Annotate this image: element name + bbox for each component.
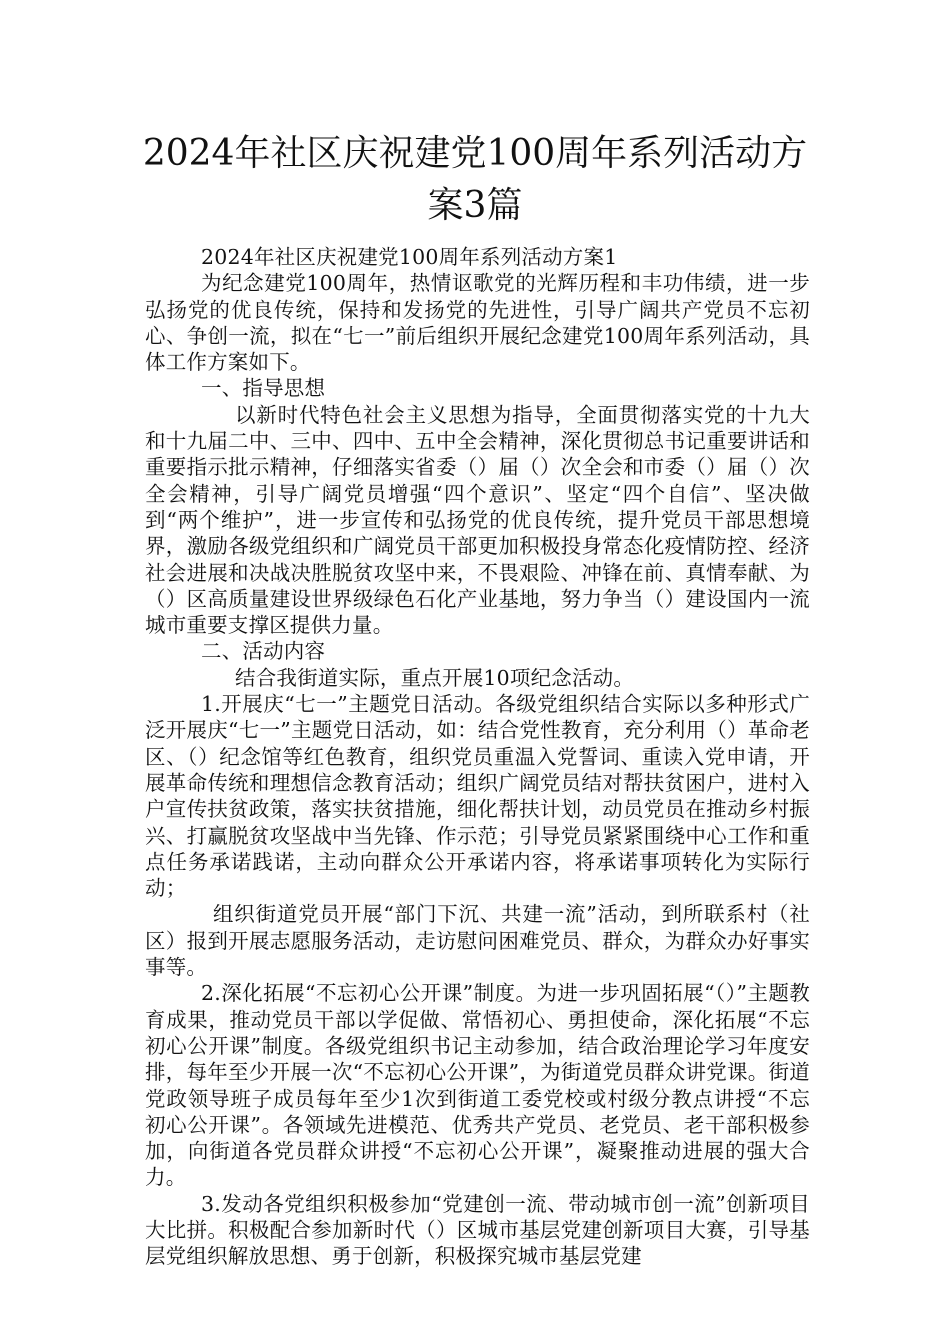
paragraph-item-2: 2.深化拓展“不忘初心公开课”制度。为进一步巩固拓展“（）”主题教育成果，推动党员干部以学促做、常悟初心、勇担使命，深化拓展“不忘初心公开课”制度。各级党组织书记主动参加，结合政治理论学习年度安排，每年至少开展一次“不忘初心公开课”，为街道党员群众讲党课。街道党政领导班子成员每年至少1次到街道工委党校或村级分教点讲授“不忘初心公开课”。各领域先进模范、优秀共产党员、老党员、老干部积极参加，向街道各党员群众讲授“不忘初心公开课”，凝聚推动进展的强大合力。 xyxy=(145,981,810,1190)
heading-guiding-ideology: 一、指导思想 xyxy=(201,376,326,401)
paragraph-item-1-cont: 组织街道党员开展“部门下沉、共建一流”活动，到所联系村（社区）报到开展志愿服务活动，走访慰问困难党员、群众，为群众办好事实事等。 xyxy=(145,902,810,980)
title-line-2: 案3篇 xyxy=(427,185,523,226)
paragraph-item-3: 3.发动各党组织积极参加“党建创一流、带动城市创一流”创新项目大比拼。积极配合参加新时代（）区城市基层党建创新项目大赛，引导基层党组织解放思想、勇于创新，积极探究城市基层党建 xyxy=(145,1191,810,1269)
section-heading-plan-1: 2024年社区庆祝建党100周年系列活动方案1 xyxy=(201,245,618,269)
title-line-1: 2024年社区庆祝建党100周年系列活动方 xyxy=(142,133,808,174)
document-body xyxy=(145,244,810,1270)
document-title xyxy=(100,128,850,232)
paragraph-activity-summary: 结合我街道实际，重点开展10项纪念活动。 xyxy=(235,665,635,690)
heading-activity-content: 二、活动内容 xyxy=(201,639,326,664)
paragraph-item-1: 1.开展庆“七一”主题党日活动。各级党组织结合实际以多种形式广泛开展庆“七一”主题党日活动，如：结合党性教育，充分利用（）革命老区、（）纪念馆等红色教育，组织党员重温入党誓词、重读入党申请，开展革命传统和理想信念教育活动；组织广阔党员结对帮扶贫困户，进村入户宣传扶贫政策，落实扶贫措施，细化帮扶计划，动员党员在推动乡村振兴、打赢脱贫攻坚战中当先锋、作示范；引导党员紧紧围绕中心工作和重点任务承诺践诺，主动向群众公开承诺内容，将承诺事项转化为实际行动； xyxy=(145,692,810,901)
paragraph-guiding-ideology: 以新时代特色社会主义思想为指导，全面贯彻落实党的十九大和十九届二中、三中、四中、五中全会精神，深化贯彻总书记重要讲话和重要指示批示精神，仔细落实省委（）届（）次全会和市委（）届（）次全会精神，引导广阔党员增强“四个意识”、坚定“四个自信”、坚决做到“两个维护”，进一步宣传和弘扬党的优良传统，提升党员干部思想境界，激励各级党组织和广阔党员干部更加积极投身常态化疫情防控、经济社会进展和决战决胜脱贫攻坚中来，不畏艰险、冲锋在前、真情奉献、为（）区高质量建设世界级绿色石化产业基地，努力争当（）建设国内一流城市重要支撑区提供力量。 xyxy=(145,402,810,638)
intro-paragraph: 为纪念建党100周年，热情讴歌党的光辉历程和丰功伟绩，进一步弘扬党的优良传统，保持和发扬党的先进性，引导广阔共产党员不忘初心、争创一流，拟在“七一”前后组织开展纪念建党100周年系列活动，具体工作方案如下。 xyxy=(145,271,810,375)
